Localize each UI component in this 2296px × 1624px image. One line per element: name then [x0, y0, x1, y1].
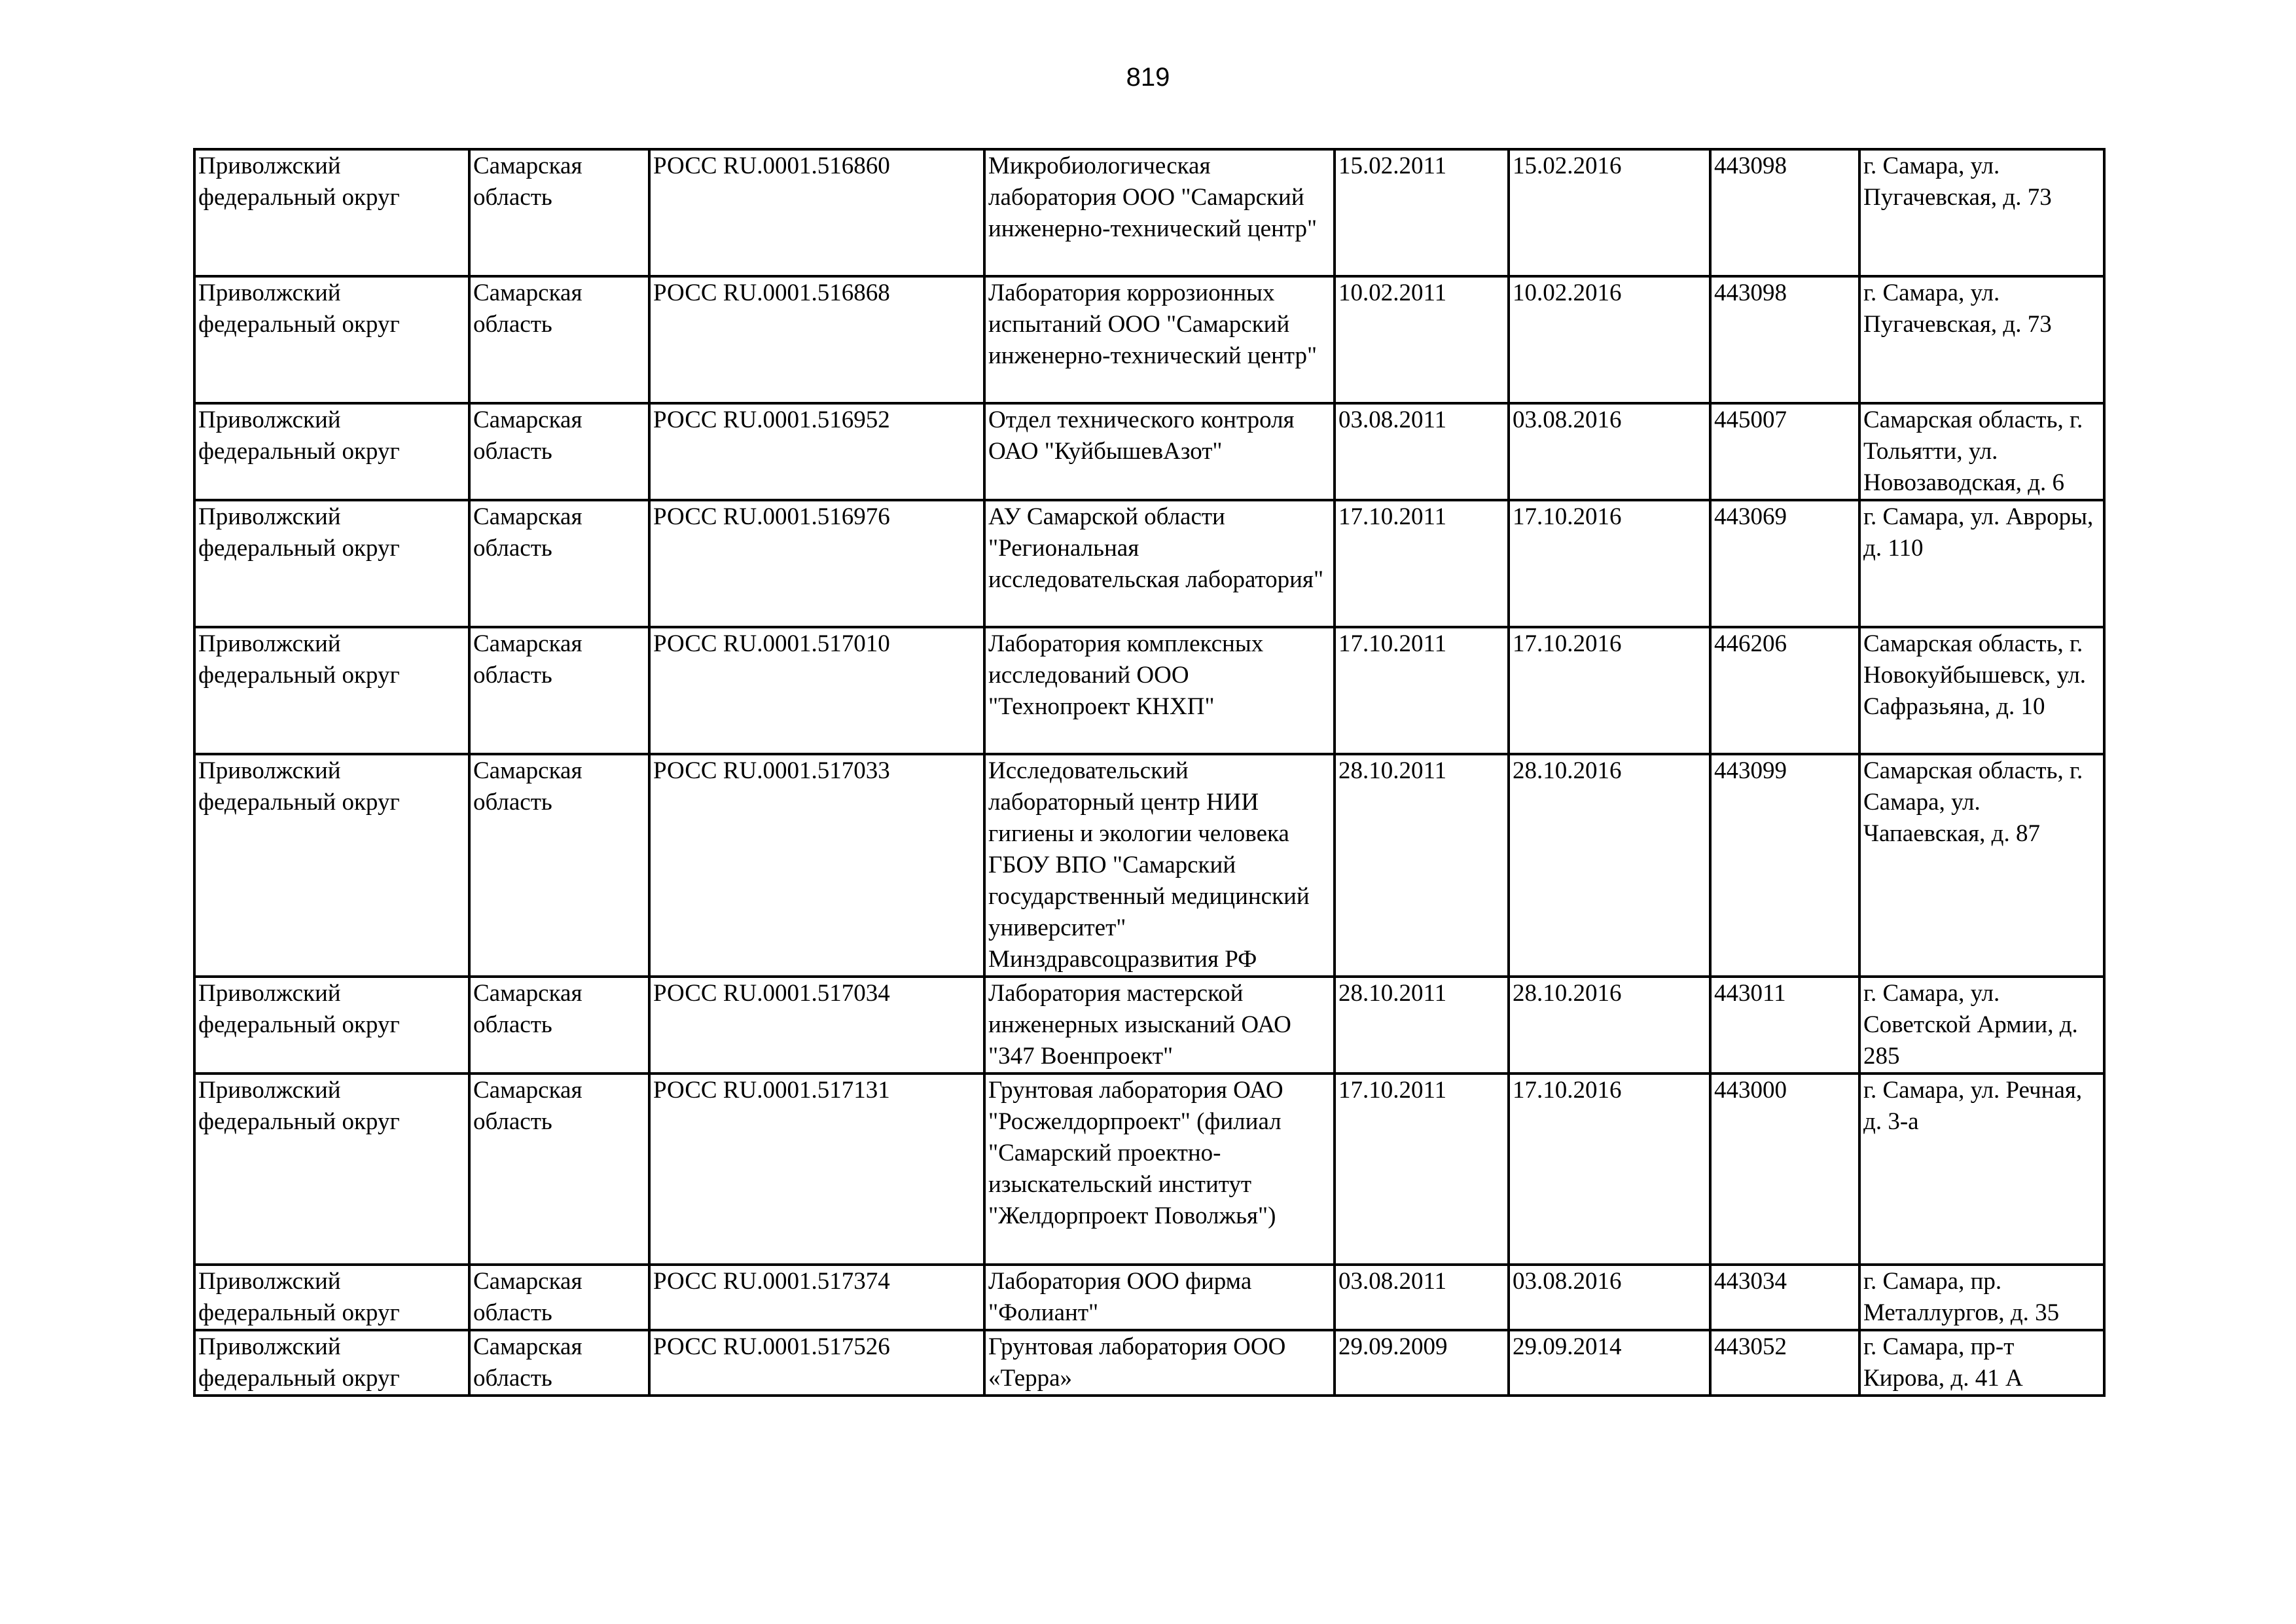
address-cell: г. Самара, ул. Речная, д. 3-а — [1859, 1074, 2104, 1265]
address-cell: г. Самара, ул. Пугачевская, д. 73 — [1859, 276, 2104, 403]
table-row — [194, 1265, 2104, 1330]
laboratory-name-cell: Микробиологическая лаборатория ООО "Самарский инженерно-технический центр" — [984, 149, 1335, 276]
address-cell: Самарская область, г. Новокуйбышевск, ул. Сафразьяна, д. 10 — [1859, 627, 2104, 754]
region-cell: Самарская область — [469, 754, 649, 977]
postal-index-cell: 446206 — [1710, 627, 1859, 754]
certificate-number-cell: РОСС RU.0001.516952 — [649, 403, 984, 500]
laboratory-name-cell: Грунтовая лаборатория ООО «Терра» — [984, 1330, 1335, 1396]
postal-index-cell: 443069 — [1710, 500, 1859, 627]
expiry-date-cell: 17.10.2016 — [1509, 1074, 1710, 1265]
district-cell: Приволжский федеральный округ — [194, 500, 469, 627]
district-cell: Приволжский федеральный округ — [194, 754, 469, 977]
postal-index-cell: 445007 — [1710, 403, 1859, 500]
certificate-number-cell: РОСС RU.0001.517374 — [649, 1265, 984, 1330]
laboratory-name-cell: АУ Самарской области "Региональная исследовательская лаборатория" — [984, 500, 1335, 627]
region-cell: Самарская область — [469, 500, 649, 627]
laboratory-registry-table — [193, 148, 2106, 1397]
table-row — [194, 754, 2104, 977]
certificate-number-cell: РОСС RU.0001.516860 — [649, 149, 984, 276]
certificate-number-cell: РОСС RU.0001.517034 — [649, 977, 984, 1074]
region-cell: Самарская область — [469, 276, 649, 403]
table-row — [194, 627, 2104, 754]
postal-index-cell: 443000 — [1710, 1074, 1859, 1265]
expiry-date-cell: 28.10.2016 — [1509, 977, 1710, 1074]
expiry-date-cell: 03.08.2016 — [1509, 403, 1710, 500]
laboratory-name-cell: Лаборатория комплексных исследований ООО "Технопроект КНХП" — [984, 627, 1335, 754]
table-row — [194, 276, 2104, 403]
registration-date-cell: 03.08.2011 — [1335, 1265, 1509, 1330]
table-row — [194, 1330, 2104, 1396]
district-cell: Приволжский федеральный округ — [194, 627, 469, 754]
table-row — [194, 149, 2104, 276]
table-row — [194, 403, 2104, 500]
expiry-date-cell: 29.09.2014 — [1509, 1330, 1710, 1396]
address-cell: г. Самара, пр-т Кирова, д. 41 А — [1859, 1330, 2104, 1396]
district-cell: Приволжский федеральный округ — [194, 1330, 469, 1396]
registration-date-cell: 10.02.2011 — [1335, 276, 1509, 403]
address-cell: Самарская область, г. Тольятти, ул. Новозаводская, д. 6 — [1859, 403, 2104, 500]
region-cell: Самарская область — [469, 977, 649, 1074]
certificate-number-cell: РОСС RU.0001.516868 — [649, 276, 984, 403]
postal-index-cell: 443098 — [1710, 276, 1859, 403]
postal-index-cell: 443052 — [1710, 1330, 1859, 1396]
region-cell: Самарская область — [469, 627, 649, 754]
district-cell: Приволжский федеральный округ — [194, 1074, 469, 1265]
registration-date-cell: 28.10.2011 — [1335, 977, 1509, 1074]
certificate-number-cell: РОСС RU.0001.517526 — [649, 1330, 984, 1396]
certificate-number-cell: РОСС RU.0001.517033 — [649, 754, 984, 977]
district-cell: Приволжский федеральный округ — [194, 276, 469, 403]
district-cell: Приволжский федеральный округ — [194, 977, 469, 1074]
expiry-date-cell: 10.02.2016 — [1509, 276, 1710, 403]
laboratory-name-cell: Лаборатория коррозионных испытаний ООО "Самарский инженерно-технический центр" — [984, 276, 1335, 403]
registration-date-cell: 29.09.2009 — [1335, 1330, 1509, 1396]
registration-date-cell: 17.10.2011 — [1335, 1074, 1509, 1265]
postal-index-cell: 443098 — [1710, 149, 1859, 276]
district-cell: Приволжский федеральный округ — [194, 149, 469, 276]
page-number: 819 — [1126, 63, 1170, 92]
registration-date-cell: 28.10.2011 — [1335, 754, 1509, 977]
expiry-date-cell: 17.10.2016 — [1509, 627, 1710, 754]
region-cell: Самарская область — [469, 1074, 649, 1265]
postal-index-cell: 443034 — [1710, 1265, 1859, 1330]
laboratory-name-cell: Лаборатория ООО фирма "Фолиант" — [984, 1265, 1335, 1330]
postal-index-cell: 443011 — [1710, 977, 1859, 1074]
expiry-date-cell: 28.10.2016 — [1509, 754, 1710, 977]
address-cell: г. Самара, ул. Пугачевская, д. 73 — [1859, 149, 2104, 276]
table-row — [194, 500, 2104, 627]
region-cell: Самарская область — [469, 403, 649, 500]
certificate-number-cell: РОСС RU.0001.517131 — [649, 1074, 984, 1265]
region-cell: Самарская область — [469, 149, 649, 276]
address-cell: г. Самара, пр. Металлургов, д. 35 — [1859, 1265, 2104, 1330]
expiry-date-cell: 15.02.2016 — [1509, 149, 1710, 276]
laboratory-name-cell: Грунтовая лаборатория ОАО "Росжелдорпроект" (филиал "Самарский проектно-изыскательский институт "Желдорпроект Поволжья") — [984, 1074, 1335, 1265]
district-cell: Приволжский федеральный округ — [194, 403, 469, 500]
address-cell: Самарская область, г. Самара, ул. Чапаевская, д. 87 — [1859, 754, 2104, 977]
expiry-date-cell: 17.10.2016 — [1509, 500, 1710, 627]
laboratory-name-cell: Исследовательский лабораторный центр НИИ гигиены и экологии человека ГБОУ ВПО "Самарский государственный медицинский университет" Минздравсоцразвития РФ — [984, 754, 1335, 977]
region-cell: Самарская область — [469, 1265, 649, 1330]
laboratory-name-cell: Отдел технического контроля ОАО "КуйбышевАзот" — [984, 403, 1335, 500]
expiry-date-cell: 03.08.2016 — [1509, 1265, 1710, 1330]
address-cell: г. Самара, ул. Авроры, д. 110 — [1859, 500, 2104, 627]
table-row — [194, 977, 2104, 1074]
registration-date-cell: 15.02.2011 — [1335, 149, 1509, 276]
registry-body — [194, 149, 2104, 1396]
registration-date-cell: 17.10.2011 — [1335, 500, 1509, 627]
registration-date-cell: 03.08.2011 — [1335, 403, 1509, 500]
address-cell: г. Самара, ул. Советской Армии, д. 285 — [1859, 977, 2104, 1074]
registration-date-cell: 17.10.2011 — [1335, 627, 1509, 754]
certificate-number-cell: РОСС RU.0001.516976 — [649, 500, 984, 627]
region-cell: Самарская область — [469, 1330, 649, 1396]
certificate-number-cell: РОСС RU.0001.517010 — [649, 627, 984, 754]
laboratory-name-cell: Лаборатория мастерской инженерных изысканий ОАО "347 Военпроект" — [984, 977, 1335, 1074]
postal-index-cell: 443099 — [1710, 754, 1859, 977]
table-row — [194, 1074, 2104, 1265]
district-cell: Приволжский федеральный округ — [194, 1265, 469, 1330]
